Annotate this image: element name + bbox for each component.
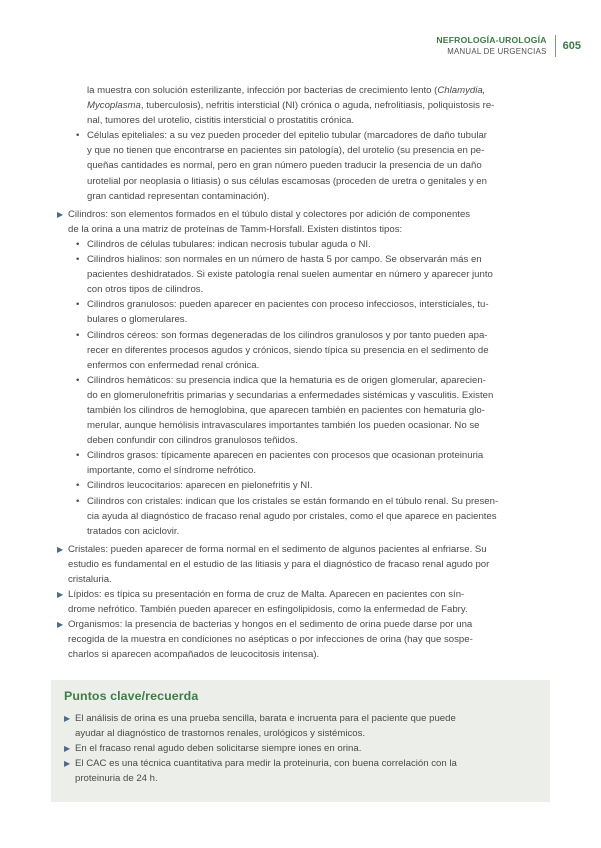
section-title: NEFROLOGÍA-UROLOGÍA bbox=[436, 35, 547, 45]
bullet-dot-icon: • bbox=[76, 254, 80, 266]
list-item-lipidos: ▶ Lípidos: es típica su presentación en forma de cruz de Malta. Aparecen en pacientes con sín- drome nefrótico. También pueden aparecer en esfingolipidosis, como la enfermedad de Fabry. bbox=[59, 587, 542, 617]
key-points-list bbox=[66, 711, 537, 786]
intro-paragraph: la muestra con solución esterilizante, infección por bacterias de crecimiento lento (Chlamydia, Mycoplasma, tuberculosis), nefritis intersticial (NI) crónica o aguda, nefrolitiasis, poliquistosis re- nal, tumores del urotelio, cistitis intersticial o prostatitis crónica. bbox=[87, 85, 495, 127]
book-title: MANUAL DE URGENCIAS bbox=[447, 47, 547, 56]
bullet-dot-icon: • bbox=[76, 130, 80, 142]
page-header bbox=[436, 35, 581, 57]
list-item-cilindros-cristales: • Cilindros con cristales: indican que los cristales se están formando en el túbulo renal. Su presen- cia ayuda al diagnóstico de fracaso renal agudo por cristales, como el que aparece en pacientes tratados con aciclovir. bbox=[76, 495, 499, 537]
triangle-bullet-icon bbox=[57, 207, 63, 222]
list-item-cilindros-grasos: • Cilindros grasos: típicamente aparecen en pacientes con procesos que ocasionan proteinuria importante, como el síndrome nefrótico. bbox=[76, 450, 484, 477]
key-point-item: ▶ El CAC es una técnica cuantitativa para medir la proteinuria, con buena correlación con la proteinuria de 24 h. bbox=[66, 756, 537, 786]
bullet-dot-icon: • bbox=[76, 238, 80, 250]
list-item-cilindros-granulosos: • Cilindros granulosos: pueden aparecer en pacientes con proceso infecciosos, intersticiales, tu- bulares o glomerulares. bbox=[76, 299, 489, 326]
main-text bbox=[59, 83, 542, 663]
key-points-box bbox=[51, 680, 550, 802]
bullet-dot-icon: • bbox=[76, 329, 80, 341]
key-point-item: ▶ El análisis de orina es una prueba sencilla, barata e incruenta para el paciente que puede ayudar al diagnóstico de trastornos renales, urológicos y sistémicos. bbox=[66, 711, 537, 741]
bullet-dot-icon: • bbox=[76, 299, 80, 311]
list-item-cilindros: ▶ Cilindros: son elementos formados en el túbulo distal y colectores por adición de componentes de la orina a una matriz de proteínas de Tamm-Horsfall. Existen distintos tipos: bbox=[59, 207, 542, 237]
page-number: 605 bbox=[562, 40, 581, 52]
triangle-bullet-icon bbox=[64, 741, 70, 756]
bullet-dot-icon: • bbox=[76, 480, 80, 492]
triangle-bullet-icon bbox=[57, 617, 63, 632]
list-item-celulas-epiteliales: • Células epiteliales: a su vez pueden proceder del epitelio tubular (marcadores de daño tubular y que no tienen que encontrarse en pacientes sin patología), del urotelio (su presencia en pe- queñas cantidades es normal, pero en gran número pueden traducir la presencia de un daño urotelial por neoplasia o litiasis) o sus células escamosas (proceden de uretra o genitales y en gran cantidad representan contaminación). bbox=[76, 130, 487, 202]
list-item-cilindros-leucocitarios: • Cilindros leucocitarios: aparecen en pielonefritis y NI. bbox=[59, 478, 542, 493]
list-item-organismos: ▶ Organismos: la presencia de bacterias y hongos en el sedimento de orina puede darse por una recogida de la muestra en condiciones no asépticas o por infecciones de orina (hay que sospe- charlos si aparecen acompañados de leucocitosis intensa). bbox=[59, 617, 542, 662]
list-item-cilindros-hialinos: • Cilindros hialinos: son normales en un número de hasta 5 por campo. Se observarán más en pacientes deshidratados. Si existe patología renal suelen aumentar en número y aparecer junto con otros tipos de cilindros. bbox=[76, 254, 493, 296]
list-item-cristales: ▶ Cristales: pueden aparecer de forma normal en el sedimento de algunos pacientes al enfriarse. Su estudio es fundamental en el estudio de las litiasis y para el diagnóstico de fracaso renal agudo por cristaluria. bbox=[59, 542, 542, 587]
list-item-cilindros-tubulares: • Cilindros de células tubulares: indican necrosis tubular aguda o NI. bbox=[59, 237, 542, 252]
bullet-dot-icon: • bbox=[76, 374, 80, 386]
triangle-bullet-icon bbox=[64, 756, 70, 771]
triangle-bullet-icon bbox=[57, 542, 63, 557]
bullet-dot-icon: • bbox=[76, 495, 80, 507]
running-head bbox=[436, 35, 555, 57]
list-item-cilindros-cereos: • Cilindros céreos: son formas degeneradas de los cilindros granulosos y por tanto pueden apa- recer en diferentes procesos agudos y crónicos, siendo típica su presencia en el sedimento de enfermos con enfermedad renal crónica. bbox=[76, 329, 489, 371]
key-points-title: Puntos clave/recuerda bbox=[64, 689, 199, 703]
bullet-dot-icon: • bbox=[76, 450, 80, 462]
list-item-cilindros-hematicos: • Cilindros hemáticos: su presencia indica que la hematuria es de origen glomerular, aparecien- do en glomerulonefritis primarias y secundarias a enfermedades sistémicas y vasculitis. Existen también los cilindros de hemoglobina, que aparecen también en pacientes con hematuria glo- merular, aunque hemólisis intravasculares importantes también los pueden ocasionar. No se deben confundir con cilindros granulosos teñidos. bbox=[76, 374, 494, 447]
key-point-item: ▶ En el fracaso renal agudo deben solicitarse siempre iones en orina. bbox=[66, 741, 537, 756]
triangle-bullet-icon bbox=[64, 711, 70, 726]
triangle-bullet-icon bbox=[57, 587, 63, 602]
